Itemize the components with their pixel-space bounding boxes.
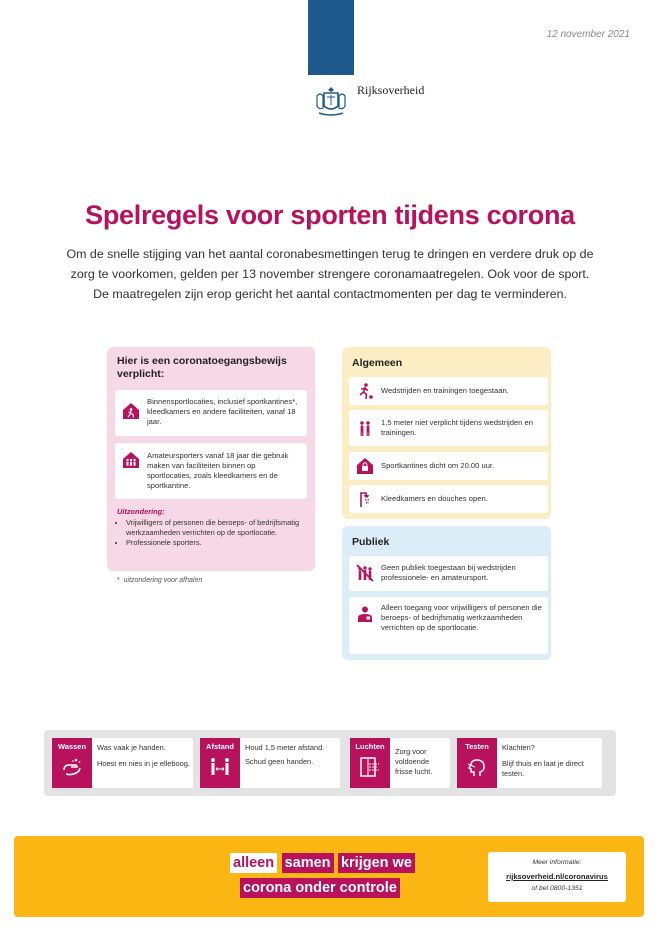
hygiene-line: Schud geen handen. [245, 757, 314, 766]
coronapass-item-text: Binnensportlocaties, inclusief sportkantines*, kleedkamers en andere faciliteiten, vanaf 18 jaar. [147, 397, 298, 426]
intro-line: zorg te voorkomen, gelden per 13 november strengere coronamaatregelen. Ook voor de sport. [70, 267, 590, 281]
shower-icon [356, 490, 374, 508]
coronapass-item [115, 443, 307, 499]
more-info-phone: of bel 0800-1351 [531, 885, 583, 892]
general-item-text: Kleedkamers en douches open. [381, 494, 488, 503]
hygiene-text [245, 743, 337, 767]
hygiene-label: Luchten [355, 742, 385, 751]
hygiene-line: Klachten? [502, 743, 535, 752]
distance-icon [356, 419, 374, 437]
footnote [117, 577, 202, 584]
building-sport-icon [122, 402, 140, 420]
footnote-text: uitzondering voor afhalen [123, 577, 203, 584]
footnote-mark: * [117, 577, 120, 584]
general-item [349, 452, 548, 480]
coronapass-item [115, 390, 307, 436]
public-item [349, 597, 548, 654]
general-item [349, 485, 548, 513]
hygiene-card-luchten [350, 738, 450, 788]
hygiene-label-box [52, 738, 92, 788]
hygiene-rules-strip [44, 730, 616, 796]
organization-name: Rijksoverheid [357, 83, 425, 97]
general-item [349, 410, 548, 446]
more-info-box [488, 852, 626, 902]
intro-line: De maatregelen zijn erop gericht het aantal contactmomenten per dag te verminderen. [93, 287, 567, 301]
test-icon [466, 756, 488, 778]
exception-item: • Vrijwilligers of personen die beroeps- of bedrijfsmatig werkzaamheden verrichten op de sportlocatie. [126, 518, 309, 538]
publication-date: 12 november 2021 [546, 29, 630, 40]
page-title: Spelregels voor sporten tijdens corona [85, 200, 575, 230]
hygiene-line: Hoest en nies in je elleboog. [97, 759, 190, 768]
hygiene-label-box [350, 738, 390, 788]
general-panel [342, 347, 551, 519]
slogan-word: krijgen we [338, 853, 415, 873]
more-info-link[interactable]: rijksoverheid.nl/coronavirus [506, 872, 608, 881]
public-heading: Publiek [352, 536, 390, 548]
general-item-text: Wedstrijden en trainingen toegestaan. [381, 386, 509, 395]
no-audience-icon [356, 564, 374, 582]
distance-people-icon [209, 756, 231, 778]
hygiene-label: Afstand [206, 742, 234, 751]
coronapass-item-text: Amateursporters vanaf 18 jaar die gebruik maken van faciliteiten binnen op sportlocaties, zoals kleedkamers en de sportkantine. [147, 451, 289, 490]
exception-item: • Professionele sporters. [126, 538, 309, 548]
slogan-line-1 [230, 853, 415, 873]
running-icon [356, 382, 374, 400]
public-item-text: Geen publiek toegestaan bij wedstrijden professionele- en amateursport. [381, 563, 516, 582]
slogan-word: corona onder controle [240, 878, 400, 898]
group-icon [122, 451, 140, 469]
hygiene-label-box [457, 738, 497, 788]
exception-label: Uitzondering: [117, 507, 165, 516]
general-item [349, 377, 548, 405]
slogan-word: samen [282, 853, 334, 873]
hygiene-card-afstand [200, 738, 340, 788]
coat-of-arms-icon [311, 84, 351, 118]
hygiene-text [502, 743, 599, 779]
exception-block [117, 507, 309, 548]
hand-wash-icon [61, 756, 83, 778]
public-item-text: Alleen toegang voor vrijwilligers of personen die beroeps- of bedrijfsmatig werkzaamheden verrichten op de sportlocatie. [381, 603, 542, 632]
campaign-banner [14, 836, 644, 917]
hygiene-line: Blijf thuis en laat je direct testen. [502, 759, 584, 778]
more-info-label: Meer informatie: [532, 859, 582, 866]
hygiene-line: Was vaak je handen. [97, 743, 166, 752]
canteen-icon [356, 457, 374, 475]
logo-bar [308, 0, 354, 75]
general-item-text: 1,5 meter niet verplicht tijdens wedstrijden en trainingen. [381, 418, 533, 437]
hygiene-label: Wassen [57, 742, 87, 751]
hygiene-card-wassen [52, 738, 193, 788]
coronapass-panel [107, 347, 315, 571]
intro-text [40, 244, 620, 304]
volunteer-icon [356, 605, 374, 623]
slogan-line-2 [240, 878, 400, 898]
hygiene-line: Houd 1,5 meter afstand. [245, 743, 325, 752]
window-air-icon [359, 756, 381, 778]
hygiene-card-testen [457, 738, 602, 788]
coronapass-heading: Hier is een coronatoegangsbewijs verplicht: [117, 355, 287, 380]
public-panel [342, 526, 551, 660]
intro-line: Om de snelle stijging van het aantal coronabesmettingen terug te dringen en verdere druk op de [66, 247, 594, 261]
hygiene-text: Zorg voor voldoende frisse lucht. [395, 747, 433, 776]
exception-list [117, 518, 309, 548]
general-heading: Algemeen [352, 357, 403, 369]
slogan-word: alleen [230, 853, 277, 873]
hygiene-text [97, 743, 190, 769]
hygiene-label: Testen [465, 742, 489, 751]
general-item-text: Sportkantines dicht om 20.00 uur. [381, 461, 495, 470]
public-item [349, 556, 548, 591]
hygiene-label-box [200, 738, 240, 788]
